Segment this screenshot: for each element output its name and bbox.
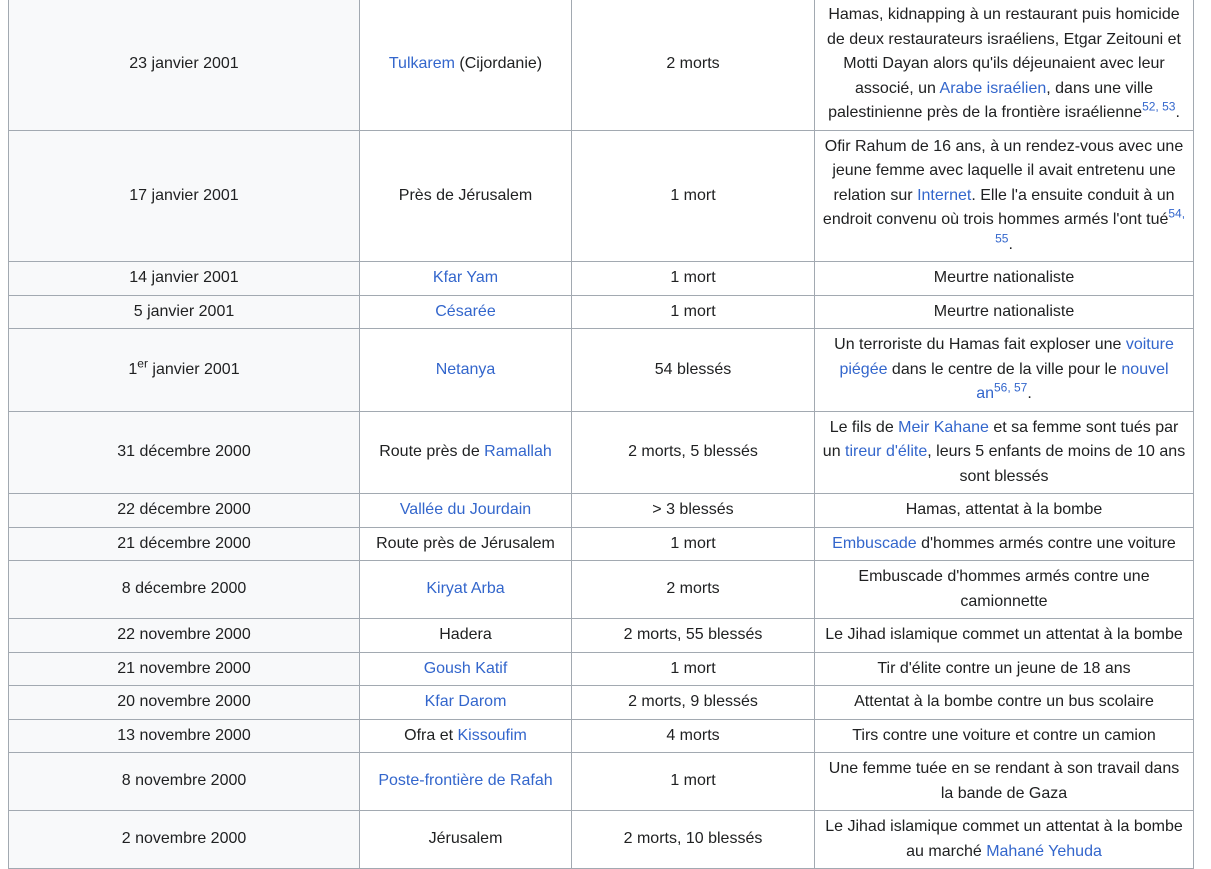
cell-text: Le Jihad islamique commet un attentat à la bombe <box>825 626 1183 643</box>
reference-note <box>994 381 1027 395</box>
cell-text: Jérusalem <box>428 830 503 848</box>
cell-text: 2 morts, 10 blessés <box>623 830 763 848</box>
description-cell <box>815 719 1194 753</box>
table-row <box>9 652 1194 686</box>
cell-text: 8 novembre 2000 <box>121 772 247 790</box>
cell-text: 1 mort <box>670 186 716 204</box>
wiki-link[interactable]: Tulkarem <box>388 55 455 72</box>
table-row <box>9 130 1194 262</box>
wiki-link[interactable]: Meir Kahane <box>898 418 989 436</box>
ordinal-suffix: er <box>137 356 148 371</box>
table-row <box>9 295 1194 329</box>
casualties-cell <box>572 561 815 619</box>
cell-text: . Elle l'a ensuite conduit à un endroit convenu où trois hommes armés l'ont tué <box>822 186 1175 228</box>
casualties-cell <box>572 494 815 528</box>
cell-text: Un terroriste du Hamas fait exploser une <box>834 336 1126 353</box>
wiki-link[interactable]: Mahané Yehuda <box>986 842 1102 860</box>
wiki-link[interactable]: Kfar Darom <box>424 693 507 710</box>
location-cell <box>360 130 572 262</box>
cell-text: 5 janvier 2001 <box>133 302 235 320</box>
location-cell <box>360 686 572 720</box>
description-cell <box>815 329 1194 412</box>
casualties-cell <box>572 686 815 720</box>
cell-text: 22 novembre 2000 <box>117 626 251 643</box>
cell-text: Embuscade d'hommes armés contre une camionnette <box>858 568 1150 610</box>
description-cell <box>815 652 1194 686</box>
date-cell <box>9 0 360 130</box>
casualties-cell <box>572 262 815 296</box>
cell-text: 2 morts, 5 blessés <box>628 443 758 460</box>
cell-text: et sa femme sont tués par un <box>822 418 1179 460</box>
cell-text: 2 morts, 9 blessés <box>628 693 758 710</box>
cell-text: dans le centre de la ville pour le <box>887 360 1122 378</box>
table-row <box>9 619 1194 653</box>
wiki-link[interactable]: Embuscade <box>832 534 917 552</box>
cell-text: 4 morts <box>666 726 720 744</box>
wiki-link[interactable]: Vallée du Jourdain <box>399 501 532 518</box>
cell-text: > 3 blessés <box>652 501 734 518</box>
cell-text: Tirs contre une voiture et contre un camion <box>852 726 1156 744</box>
cell-text: janvier 2001 <box>147 360 240 378</box>
cell-text: 23 janvier 2001 <box>129 55 239 72</box>
wiki-link[interactable]: Kiryat Arba <box>426 580 505 598</box>
page-content <box>8 0 1194 869</box>
cell-text: Meurtre nationaliste <box>933 302 1075 320</box>
location-cell <box>360 811 572 869</box>
wiki-link[interactable]: Kfar Yam <box>432 269 499 286</box>
cell-text: 22 décembre 2000 <box>117 501 251 518</box>
date-cell <box>9 719 360 753</box>
wiki-link[interactable]: Goush Katif <box>423 659 508 677</box>
date-cell <box>9 130 360 262</box>
cell-text: 2 morts <box>666 55 720 72</box>
date-cell <box>9 295 360 329</box>
cell-text: Hamas, kidnapping à un restaurant puis homicide de deux restaurateurs israéliens, Etgar Zeitouni et Motti Dayan alors qu'ils déjeunaient avec leur associé, un <box>827 6 1181 97</box>
date-cell <box>9 262 360 296</box>
wiki-link[interactable]: nouvel an <box>976 360 1169 402</box>
cell-text: 2 novembre 2000 <box>121 830 247 848</box>
description-cell <box>815 619 1194 653</box>
location-cell <box>360 411 572 494</box>
location-cell <box>360 652 572 686</box>
description-cell <box>815 0 1194 130</box>
cell-text: Hadera <box>439 626 492 643</box>
casualties-cell <box>572 295 815 329</box>
casualties-cell <box>572 527 815 561</box>
casualties-cell <box>572 652 815 686</box>
table-row <box>9 686 1194 720</box>
cell-text: Attentat à la bombe contre un bus scolaire <box>854 693 1154 710</box>
location-cell <box>360 329 572 412</box>
date-cell <box>9 619 360 653</box>
table-row <box>9 811 1194 869</box>
cell-text: 17 janvier 2001 <box>129 186 239 204</box>
cell-text: 2 morts <box>666 580 720 598</box>
description-cell <box>815 686 1194 720</box>
date-cell <box>9 686 360 720</box>
casualties-cell <box>572 411 815 494</box>
cell-text: , leurs 5 enfants de moins de 10 ans sont blessés <box>927 443 1186 485</box>
wiki-link[interactable]: Arabe israélien <box>939 79 1047 97</box>
cell-text: 14 janvier 2001 <box>129 269 239 286</box>
reference-link[interactable]: 52, 53 <box>1142 99 1176 114</box>
wiki-link[interactable]: Césarée <box>435 302 496 320</box>
cell-text: 13 novembre 2000 <box>117 726 251 744</box>
location-cell <box>360 527 572 561</box>
cell-text: (Cijordanie) <box>454 55 543 72</box>
reference-link[interactable]: 54, 55 <box>995 206 1186 246</box>
description-cell <box>815 494 1194 528</box>
cell-text: Route près de <box>379 443 485 460</box>
wiki-link[interactable]: Internet <box>917 186 972 204</box>
date-cell <box>9 753 360 811</box>
table-row <box>9 0 1194 130</box>
cell-text: Près de Jérusalem <box>398 186 533 204</box>
description-cell <box>815 295 1194 329</box>
cell-text: . <box>1175 104 1180 121</box>
cell-text: 1 mort <box>670 659 716 677</box>
location-cell <box>360 262 572 296</box>
cell-text: 1 mort <box>670 269 716 286</box>
location-cell <box>360 0 572 130</box>
casualties-cell <box>572 811 815 869</box>
location-cell <box>360 619 572 653</box>
description-cell <box>815 411 1194 494</box>
description-cell <box>815 262 1194 296</box>
attacks-table <box>8 0 1194 869</box>
table-row <box>9 329 1194 412</box>
cell-text: 1 mort <box>670 302 716 320</box>
casualties-cell <box>572 130 815 262</box>
cell-text: . <box>1008 235 1013 253</box>
reference-note <box>1142 100 1175 114</box>
cell-text: Meurtre nationaliste <box>933 269 1075 286</box>
cell-text: 2 morts, 55 blessés <box>623 626 763 643</box>
description-cell <box>815 130 1194 262</box>
table-row <box>9 527 1194 561</box>
reference-link[interactable]: 56, 57 <box>993 380 1028 395</box>
date-cell <box>9 411 360 494</box>
cell-text: Le fils de <box>829 418 899 436</box>
cell-text: 1 <box>128 360 138 378</box>
table-row <box>9 753 1194 811</box>
date-cell <box>9 329 360 412</box>
cell-text: 54 blessés <box>654 360 732 378</box>
wiki-link[interactable]: Poste-frontière de Rafah <box>378 772 553 790</box>
wiki-link[interactable]: voiture piégée <box>839 336 1174 378</box>
cell-text: 1 mort <box>670 772 716 790</box>
date-cell <box>9 527 360 561</box>
table-body <box>9 0 1194 869</box>
table-row <box>9 262 1194 296</box>
cell-text: Hamas, attentat à la bombe <box>905 501 1103 518</box>
casualties-cell <box>572 619 815 653</box>
cell-text: d'hommes armés contre une voiture <box>916 534 1176 552</box>
date-cell <box>9 494 360 528</box>
cell-text: 1 mort <box>670 534 716 552</box>
description-cell <box>815 811 1194 869</box>
location-cell <box>360 295 572 329</box>
location-cell <box>360 753 572 811</box>
cell-text: Le Jihad islamique commet un attentat à la bombe au marché <box>825 818 1183 860</box>
date-cell <box>9 652 360 686</box>
wiki-link[interactable]: Kissoufim <box>457 726 527 744</box>
table-row <box>9 561 1194 619</box>
cell-text: Tir d'élite contre un jeune de 18 ans <box>877 659 1131 677</box>
cell-text: 21 novembre 2000 <box>117 659 251 677</box>
wiki-link[interactable]: tireur d'élite <box>845 443 928 460</box>
cell-text: Une femme tuée en se rendant à son travail dans la bande de Gaza <box>828 760 1180 802</box>
cell-text: 31 décembre 2000 <box>117 443 251 460</box>
location-cell <box>360 719 572 753</box>
casualties-cell <box>572 329 815 412</box>
cell-text: 20 novembre 2000 <box>117 693 251 710</box>
description-cell <box>815 753 1194 811</box>
location-cell <box>360 561 572 619</box>
date-cell <box>9 811 360 869</box>
description-cell <box>815 561 1194 619</box>
wiki-link[interactable]: Netanya <box>435 360 496 378</box>
table-row <box>9 411 1194 494</box>
description-cell <box>815 527 1194 561</box>
location-cell <box>360 494 572 528</box>
date-cell <box>9 561 360 619</box>
table-row <box>9 494 1194 528</box>
casualties-cell <box>572 753 815 811</box>
cell-text: 21 décembre 2000 <box>117 534 251 552</box>
casualties-cell <box>572 0 815 130</box>
wiki-link[interactable]: Ramallah <box>484 443 552 460</box>
cell-text: , dans une ville palestinienne près de la frontière israélienne <box>828 79 1153 121</box>
cell-text: Route près de Jérusalem <box>376 534 555 552</box>
table-row <box>9 719 1194 753</box>
casualties-cell <box>572 719 815 753</box>
cell-text: 8 décembre 2000 <box>121 580 247 598</box>
cell-text: Ofir Rahum de 16 ans, à un rendez-vous avec une jeune femme avec laquelle il avait entretenu une relation sur <box>824 137 1184 204</box>
cell-text: . <box>1027 385 1032 402</box>
cell-text: Ofra et <box>404 726 458 744</box>
